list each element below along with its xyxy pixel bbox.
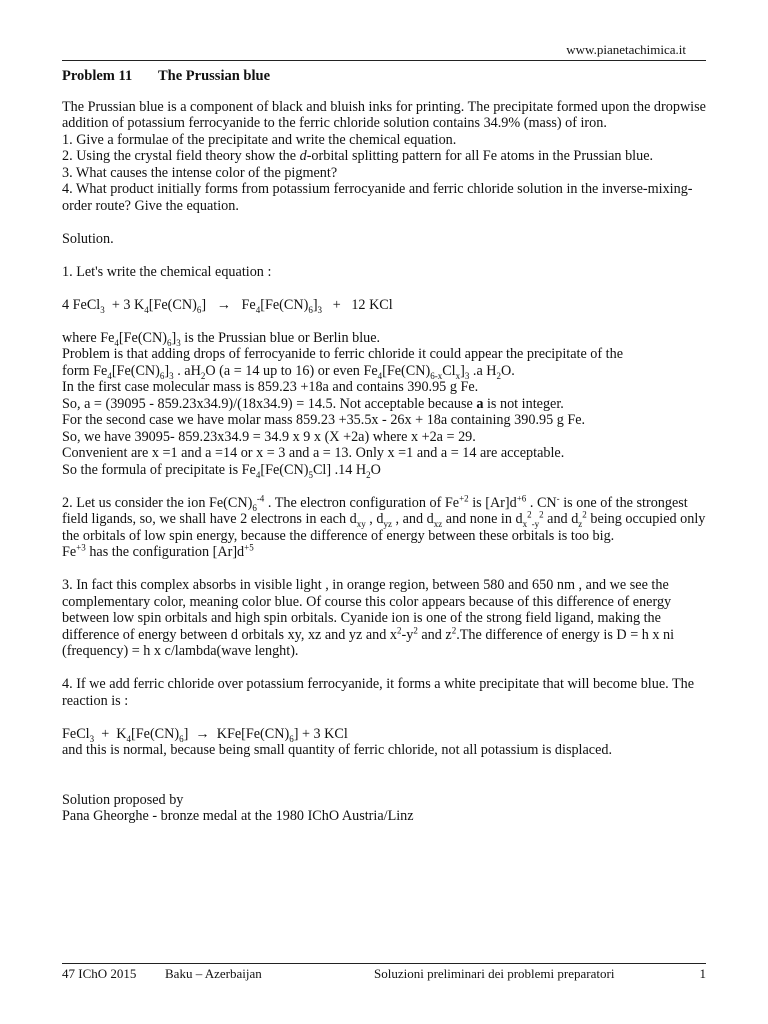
problem-intro: The Prussian blue is a component of black and bluish inks for printing. The precipitate formed upon the dropwise addition of potassium ferrocyanide to the ferric chloride solution contains 34.9% (mass) of iron. bbox=[62, 98, 706, 131]
equation-2: FeCl$_3$ + $K_4[Fe(CN)_6] \to KFe[Fe(CN)_6] + 3$ KCl bbox=[62, 725, 348, 744]
credit-line-1: Solution proposed by bbox=[62, 791, 184, 808]
document-body bbox=[62, 68, 708, 825]
solution-label: Solution. bbox=[62, 230, 114, 247]
s1-line-2: Problem is that adding drops of ferrocyanide to ferric chloride it could appear the precipitate of the bbox=[62, 346, 623, 362]
question-4: 4. What product initially forms from potassium ferrocyanide and ferric chloride solution in the inverse-mixing-order route? Give the equation. bbox=[62, 181, 693, 214]
s1-line-4: In the first case molecular mass is 859.23 +18a and contains 390.95 g Fe. bbox=[62, 379, 479, 395]
s1-line-5: So, a = (39095 - 859.23x34.9)/(18x34.9) = 14.5. Not acceptable because a is not integer. bbox=[62, 395, 564, 412]
footer-page-number: 1 bbox=[699, 966, 706, 981]
problem-number: Problem 11 bbox=[62, 68, 133, 84]
s1-line-1: where $Fe_4[Fe(CN)_6]_3$ is the Prussian blue or Berlin blue. bbox=[62, 329, 381, 348]
question-1: 1. Give a formulae of the precipitate and write the chemical equation. bbox=[62, 131, 457, 148]
footer-place: Baku – Azerbaijan bbox=[165, 966, 262, 981]
question-2: 2. Using the crystal field theory show the d-orbital splitting pattern for all Fe atoms in the Prussian blue. bbox=[62, 148, 654, 164]
problem-name: The Prussian blue bbox=[158, 68, 270, 84]
s1-intro: 1. Let's write the chemical equation : bbox=[62, 263, 272, 280]
footer-subtitle: Soluzioni preliminari dei problemi preparatori bbox=[374, 966, 615, 981]
s2-paragraph: 2. Let us consider the ion $Fe(CN)_6^{-4}$ . The electron configuration of $Fe^{+2}$ is $[Ar]d^{+6}$ . CN- is one of the strongest field ligands, so, we shall have 2 electrons in each $d_{xy}$ , $d_{yz}$ , and $d_{xz}$ and none in $d_x^2_{-y}^2$ and $d_z^2$ being occupied only the orbitals of low spin energy, because the difference of energy between these orbitals is too big. bbox=[62, 492, 706, 544]
s1-line-8: Convenient are x =1 and a =14 or x = 3 and a = 13. Only x =1 and a = 14 are acceptable. bbox=[62, 445, 565, 461]
header-rule bbox=[62, 60, 706, 61]
header-url: www.pianetachimica.it bbox=[566, 42, 686, 57]
s1-line-3: form $Fe_4[Fe(CN)_6]_3$ . $aH_2O$ (a = 14 up to 16) or even $Fe_4[Fe(CN)_{6-x}Cl_x]_3$ .a $H_2O$. bbox=[62, 362, 515, 381]
s4-note: and this is normal, because being small quantity of ferric chloride, not all potassium is displaced. bbox=[62, 742, 613, 758]
s2-fe3-line: $Fe^{+3}$ has the configuration $[Ar]d^{+5}$ bbox=[62, 542, 254, 560]
problem-title bbox=[62, 68, 708, 85]
s3-paragraph: 3. In fact this complex absorbs in visible light , in orange region, between 580 and 650 nm , and we see the complementary color, meaning color blue. Of course this color appears because of this difference of energy between low spin orbitals and high spin orbitals. Cyanide ion is one of the strong field ligand, making the difference of energy between d orbitals xy, xz and yz and $x^2-y^2$ and $z^2.The$ difference of energy is D = h x ni (frequency) = h x c/lambda(wave lenght). bbox=[62, 577, 675, 659]
s4-paragraph: 4. If we add ferric chloride over potassium ferrocyanide, it forms a white precipitate that will become blue. The reaction is : bbox=[62, 676, 695, 709]
credit-line-2: Pana Gheorghe - bronze medal at the 1980 IChO Austria/Linz bbox=[62, 808, 414, 824]
footer-event: 47 IChO 2015 bbox=[62, 966, 137, 981]
footer-rule bbox=[62, 963, 706, 964]
s1-line-9: So the formula of precipitate is $Fe_4[Fe(CN)_5Cl]$ .14 $H_2O$ bbox=[62, 461, 381, 480]
question-3: 3. What causes the intense color of the pigment? bbox=[62, 164, 338, 181]
s1-line-7: So, we have 39095- 859.23x34.9 = 34.9 x 9 x (X +2a) where x +2a = 29. bbox=[62, 428, 476, 445]
equation-1: 4 FeCl$_3$ + 3 $K_4[Fe(CN)_6] \to Fe_4[Fe(CN)_6]_3 + 12$ KCl bbox=[62, 296, 393, 315]
s1-line-6: For the second case we have molar mass 859.23 +35.5x - 26x + 18a containing 390.95 g Fe. bbox=[62, 412, 586, 428]
